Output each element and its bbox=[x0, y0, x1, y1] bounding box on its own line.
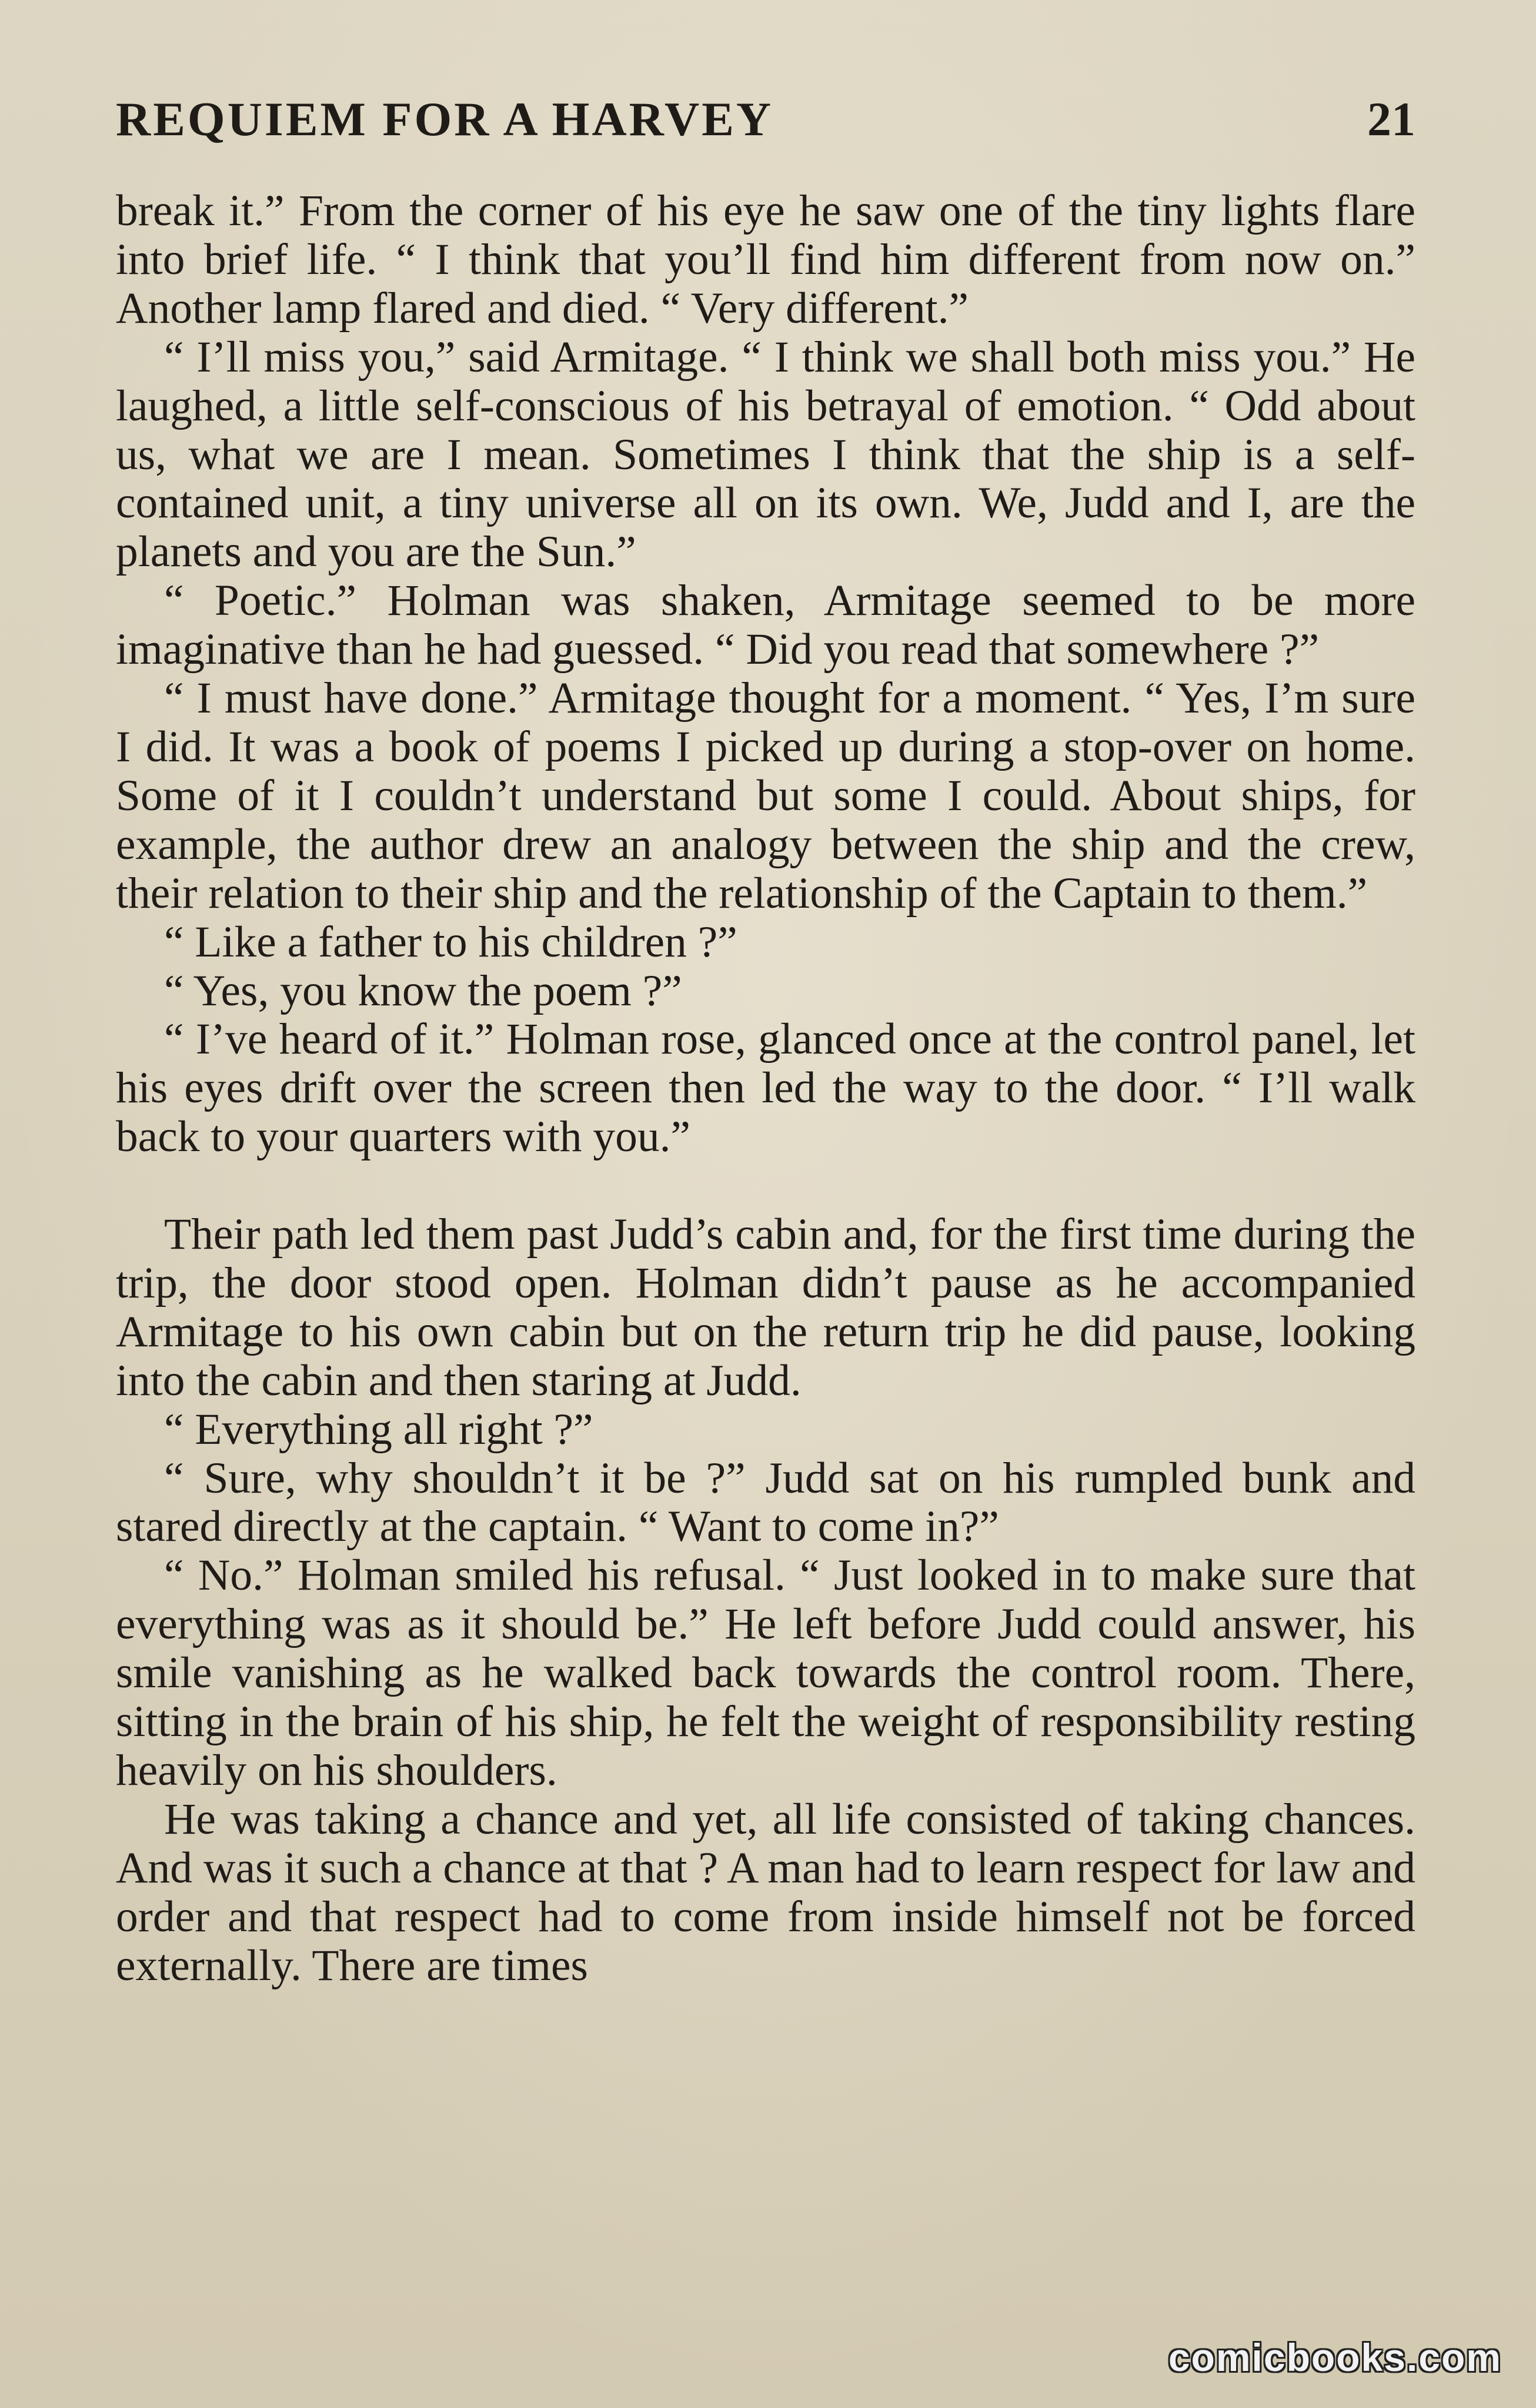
paragraph: “ I’ve heard of it.” Holman rose, glanced once at the control panel, let his eyes drift over the screen then led the way to the door. “ I’ll walk back to your quarters with you.” bbox=[116, 1015, 1415, 1162]
body-text bbox=[116, 187, 1415, 1991]
page-header bbox=[116, 87, 1415, 152]
running-title: REQUIEM FOR A HARVEY bbox=[116, 92, 774, 146]
paragraph: “ Everything all right ?” bbox=[164, 1404, 593, 1454]
paragraph: “ Like a father to his children ?” bbox=[164, 917, 737, 966]
watermark: comicbooks.com bbox=[1168, 2336, 1502, 2379]
paragraph: “ I must have done.” Armitage thought for a moment. “ Yes, I’m sure I did. It was a book of poems I picked up during a stop-over on home. Some of it I couldn’t understand but some I could. About ships, for example, the author drew an analogy between the ship and the crew, their relation to their ship and the relationship of the Captain to them.” bbox=[116, 674, 1415, 918]
paragraph: “ Yes, you know the poem ?” bbox=[164, 966, 682, 1015]
paragraph: “ Sure, why shouldn’t it be ?” Judd sat on his rumpled bunk and stared directly at the captain. “ Want to come in?” bbox=[116, 1453, 1415, 1551]
paragraph: “ No.” Holman smiled his refusal. “ Just looked in to make sure that everything was as it should be.” He left before Judd could answer, his smile vanishing as he walked back towards the control room. There, sitting in the brain of his ship, he felt the weight of responsibility resting heavily on his shoulders. bbox=[116, 1551, 1415, 1795]
page-number: 21 bbox=[1367, 92, 1415, 146]
paragraph: “ I’ll miss you,” said Armitage. “ I think we shall both miss you.” He laughed, a little self-conscious of his betrayal of emotion. “ Odd about us, what we are I mean. Sometimes I think that the ship is a self-contained unit, a tiny universe all on its own. We, Judd and I, are the planets and you are the Sun.” bbox=[116, 332, 1415, 577]
paragraph: He was taking a chance and yet, all life consisted of taking chances. And was it such a chance at that ? A man had to learn respect for law and order and that respect had to come from inside himself not be forced externally. There are times bbox=[116, 1794, 1415, 1990]
paragraph: “ Poetic.” Holman was shaken, Armitage seemed to be more imaginative than he had guessed. “ Did you read that somewhere ?” bbox=[116, 576, 1415, 674]
paragraph: break it.” From the corner of his eye he saw one of the tiny lights flare into brief life. “ I think that you’ll find him different from now on.” Another lamp flared and died. “ Very different.” bbox=[116, 186, 1415, 333]
paragraph: Their path led them past Judd’s cabin and, for the first time during the trip, the door stood open. Holman didn’t pause as he accompanied Armitage to his own cabin but on the return trip he did pause, looking into the cabin and then staring at Judd. bbox=[116, 1210, 1415, 1405]
